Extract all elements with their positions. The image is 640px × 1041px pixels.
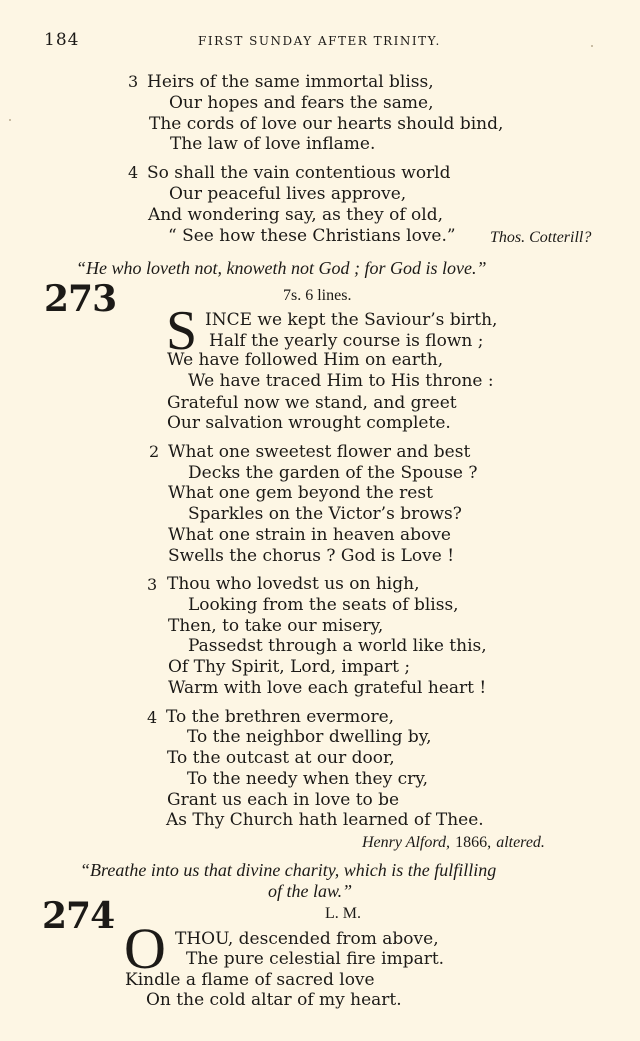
epigraph: of the law.” (268, 881, 353, 901)
verse-line: To the needy when they cry, (187, 769, 429, 789)
verse-line: The pure celestial fire impart. (186, 949, 445, 969)
attribution-name: Henry Alford, (362, 834, 450, 851)
stanza-number: 3 (147, 575, 158, 594)
verse-line: Sparkles on the Victor’s brows? (188, 504, 462, 524)
verse-line: What one strain in heaven above (168, 525, 451, 545)
verse-line: THOU, descended from above, (175, 929, 439, 949)
verse-line: And wondering say, as they of old, (148, 205, 444, 225)
attribution: Thos. Cotterill? (490, 229, 592, 246)
verse-line: We have traced Him to His throne : (188, 371, 494, 391)
verse-line: Kindle a flame of sacred love (125, 970, 375, 990)
verse-line: Of Thy Spirit, Lord, impart ; (168, 657, 411, 677)
verse-line: “ See how these Christians love.” (168, 226, 456, 246)
verse-line: Thou who lovedst us on high, (167, 574, 420, 594)
verse-line: Then, to take our misery, (168, 616, 384, 636)
verse-line: What one gem beyond the rest (168, 483, 433, 503)
verse-line: The cords of love our hearts should bind, (149, 114, 504, 134)
verse-line: Grateful now we stand, and greet (167, 393, 457, 413)
verse-line: Decks the garden of the Spouse ? (188, 463, 478, 483)
running-title: FIRST SUNDAY AFTER TRINITY. (198, 34, 441, 48)
epigraph: “Breathe into us that divine charity, which is the fulfilling (80, 860, 497, 880)
stanza-number: 3 (128, 72, 139, 91)
verse-line: To the outcast at our door, (167, 748, 395, 768)
stanza-number: 4 (147, 708, 158, 727)
hymn-number: 274 (42, 895, 115, 937)
verse-line: Our hopes and fears the same, (169, 93, 434, 113)
verse-line: INCE we kept the Saviour’s birth, (205, 310, 498, 330)
verse-line: To the brethren evermore, (166, 707, 395, 727)
verse-line: Looking from the seats of bliss, (188, 595, 459, 615)
paper-speck (9, 119, 11, 121)
verse-line: To the neighbor dwelling by, (187, 727, 432, 747)
attribution-note: altered. (496, 834, 545, 851)
verse-line: Grant us each in love to be (167, 790, 400, 810)
meter: L. M. (325, 905, 361, 922)
verse-line: Passedst through a world like this, (188, 636, 487, 656)
stanza-number: 2 (149, 442, 160, 461)
verse-line: As Thy Church hath learned of Thee. (166, 810, 484, 830)
epigraph: “He who loveth not, knoweth not God ; for God is love.” (76, 258, 487, 278)
page-number: 184 (44, 30, 80, 50)
verse-line: Swells the chorus ? God is Love ! (168, 546, 455, 566)
verse-line: So shall the vain contentious world (147, 163, 451, 183)
meter: 7s. 6 lines. (283, 287, 352, 304)
drop-cap: S (166, 300, 198, 362)
verse-line: On the cold altar of my heart. (146, 990, 402, 1010)
paper-speck (591, 45, 593, 47)
stanza-number: 4 (128, 163, 139, 182)
attribution-year: 1866, (455, 834, 492, 851)
drop-cap: O (124, 916, 166, 981)
verse-line: The law of love inflame. (170, 134, 376, 154)
verse-line: Warm with love each grateful heart ! (168, 678, 487, 698)
verse-line: Our peaceful lives approve, (169, 184, 407, 204)
verse-line: We have followed Him on earth, (167, 350, 444, 370)
verse-line: Heirs of the same immortal bliss, (147, 72, 434, 92)
attribution (362, 832, 545, 852)
verse-line: Our salvation wrought complete. (167, 413, 451, 433)
verse-line: What one sweetest flower and best (168, 442, 471, 462)
verse-line: Half the yearly course is flown ; (209, 331, 484, 351)
hymn-number: 273 (44, 278, 117, 320)
